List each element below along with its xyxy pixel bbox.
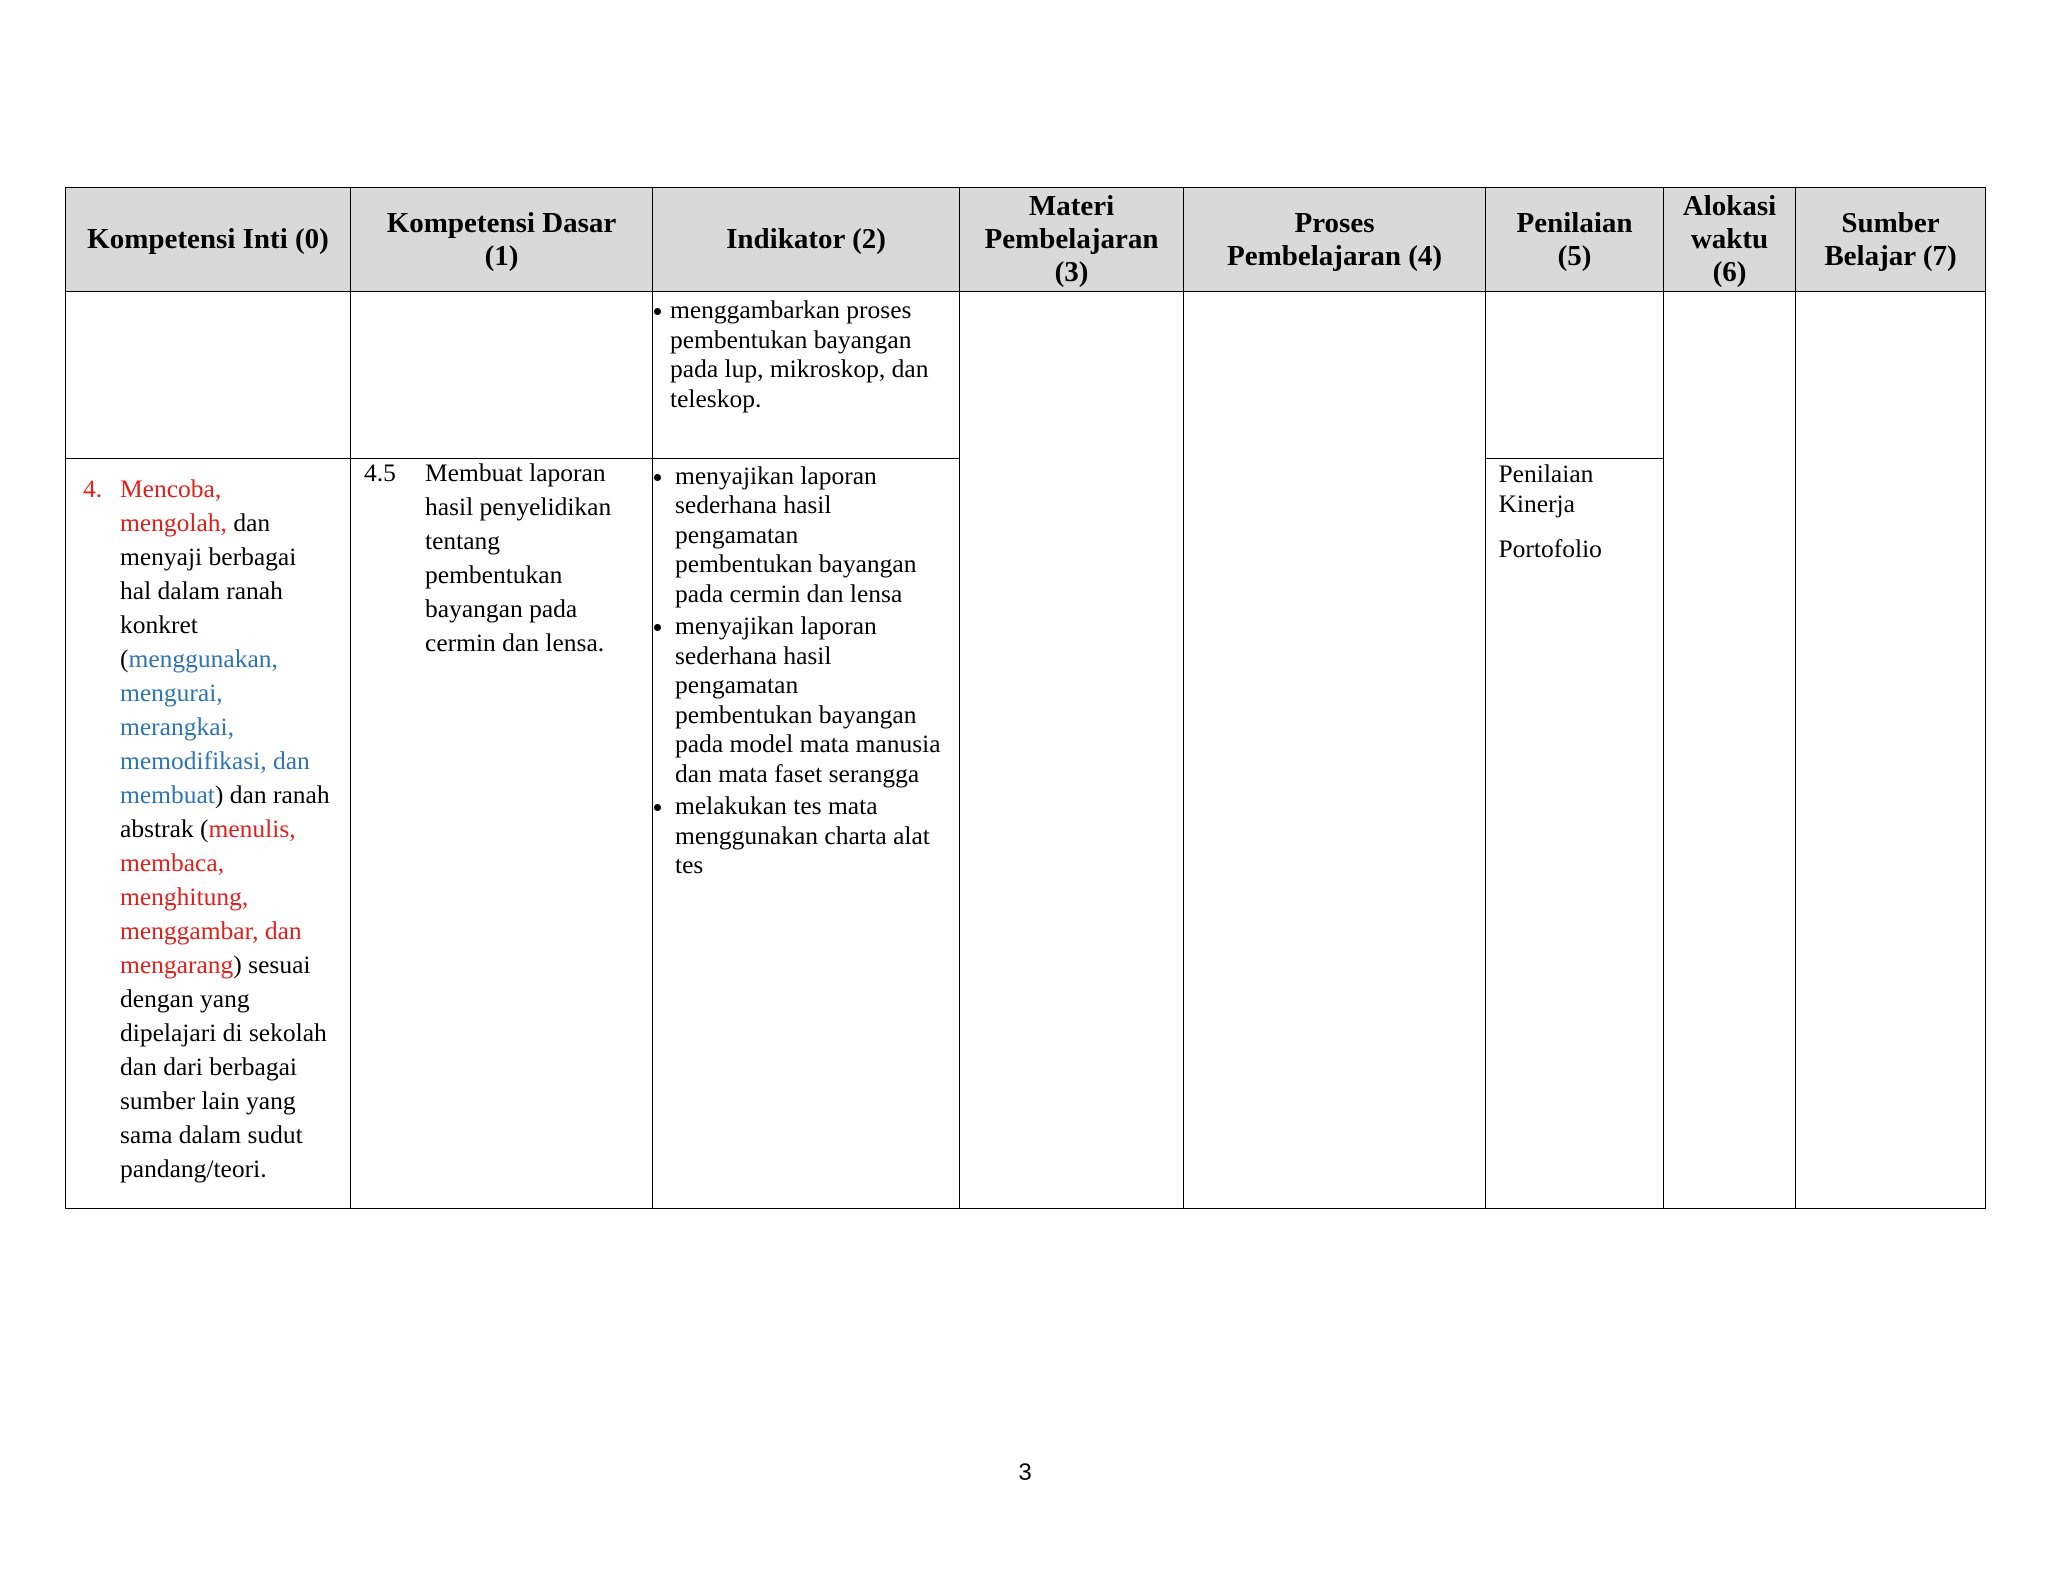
- bullet-line: pengamatan: [675, 519, 799, 549]
- cell-indikator-row2: [653, 459, 960, 1209]
- cell-kompetensi-inti-row1: [66, 292, 351, 459]
- bullet-line: sederhana hasil: [675, 490, 832, 519]
- ki-line: [120, 846, 330, 880]
- kd-line: tentang: [425, 526, 501, 555]
- bullet-line: menggunakan charta alat: [675, 820, 930, 850]
- cell-materi-pembelajaran: [960, 292, 1184, 1209]
- bullet-line: pengamatan: [675, 670, 799, 699]
- cell-indikator-row1: [653, 292, 960, 459]
- kd-line: bayangan pada: [425, 594, 578, 623]
- bullet-icon: [654, 308, 661, 315]
- header-line: Indikator (2): [726, 223, 886, 255]
- bullet-line: teleskop.: [670, 383, 762, 413]
- text-run: (: [120, 644, 129, 673]
- header-label: [1683, 190, 1776, 289]
- header-line: Belajar (7): [1824, 239, 1957, 272]
- bullet-line: pada lup, mikroskop, dan: [670, 354, 929, 383]
- bullet-line: pada cermin dan lensa: [675, 578, 903, 608]
- ki-line: [120, 472, 330, 506]
- text-run: konkret: [120, 610, 198, 639]
- header-label: [387, 207, 617, 273]
- cell-alokasi-waktu: [1664, 292, 1796, 1209]
- kd-line: hasil penyelidikan: [425, 492, 612, 521]
- ki-line: [120, 1016, 330, 1050]
- bullet-line: pada model mata manusia: [675, 729, 941, 758]
- highlight-red: Mencoba,: [120, 474, 222, 503]
- header-line: (6): [1712, 256, 1747, 288]
- highlight-blue: membuat: [120, 780, 215, 809]
- kd-line: pembentukan: [425, 560, 563, 589]
- cell-penilaian-row2: [1486, 459, 1664, 1209]
- header-alokasi-waktu: [1664, 188, 1796, 292]
- highlight-blue: merangkai,: [120, 712, 234, 741]
- ki-line: [120, 744, 330, 778]
- cell-penilaian-row1: [1486, 292, 1664, 459]
- header-label: [1516, 207, 1632, 273]
- header-penilaian: [1486, 188, 1664, 292]
- ki-line: [120, 1050, 330, 1084]
- header-line: Materi: [1028, 190, 1115, 222]
- text-run: pandang/teori.: [120, 1154, 267, 1183]
- kd-line: cermin dan lensa.: [425, 628, 605, 657]
- indikator-bullet-item: [653, 461, 959, 609]
- bullet-line: dan mata faset serangga: [675, 758, 920, 788]
- cell-kompetensi-dasar-row1: [351, 292, 653, 459]
- ki-line: [120, 880, 330, 914]
- header-indikator: [653, 188, 960, 292]
- header-proses-pembelajaran: [1184, 188, 1486, 292]
- text-line: Portofolio: [1498, 533, 1602, 563]
- indikator-bullet-item: [653, 295, 959, 413]
- ki-line: [120, 778, 330, 812]
- bullet-line: menyajikan laporan: [675, 460, 877, 490]
- highlight-red: membaca,: [120, 848, 225, 877]
- bullet-icon: [654, 804, 661, 811]
- bullet-line: menyajikan laporan: [675, 611, 877, 640]
- text-run: sumber lain yang: [120, 1086, 296, 1115]
- indikator-list: [653, 459, 959, 880]
- header-label: [726, 223, 886, 256]
- ki-line: [120, 1152, 330, 1186]
- bullet-text: [675, 461, 916, 609]
- bullet-line: pembentukan bayangan: [675, 699, 917, 729]
- cell-sumber-belajar: [1796, 292, 1986, 1209]
- ki-line: [120, 506, 330, 540]
- bullet-line: tes: [675, 850, 704, 879]
- text-run: ) sesuai: [233, 950, 311, 979]
- header-line: Pembelajaran: [984, 223, 1159, 255]
- header-line: Alokasi: [1682, 190, 1777, 222]
- bullet-line: pembentukan bayangan: [675, 549, 917, 578]
- cell-kompetensi-dasar-row2: [351, 459, 653, 1209]
- bullet-icon: [654, 474, 661, 481]
- header-line: Kompetensi Dasar: [386, 206, 617, 239]
- header-label: [1824, 207, 1956, 273]
- bullet-line: menggambarkan proses: [670, 295, 912, 324]
- indikator-bullet-item: [653, 791, 959, 880]
- bullet-line: sederhana hasil: [675, 640, 832, 670]
- ki-line: [120, 982, 330, 1016]
- text-run: dan: [226, 508, 271, 537]
- page-number: 3: [1018, 1459, 1032, 1486]
- ki-line: [120, 574, 330, 608]
- header-line: (5): [1557, 239, 1592, 272]
- ki-line: [120, 948, 330, 982]
- text-run: dan dari berbagai: [120, 1052, 297, 1081]
- ki-line: [120, 1118, 330, 1152]
- text-run: menyaji berbagai: [120, 542, 297, 571]
- indikator-list: [653, 292, 959, 413]
- text-run: dengan yang: [120, 984, 250, 1013]
- header-line: Pembelajaran (4): [1226, 239, 1443, 272]
- header-line: Sumber: [1841, 206, 1940, 239]
- highlight-blue: menggunakan,: [128, 644, 278, 673]
- cell-kompetensi-inti-row2: [66, 459, 351, 1209]
- header-line: Proses: [1294, 206, 1375, 239]
- highlight-red: menggambar, dan: [120, 916, 302, 945]
- indikator-bullet-item: [653, 611, 959, 788]
- ki-number: 4.: [83, 474, 103, 503]
- cell-proses-pembelajaran: [1184, 292, 1486, 1209]
- header-line: Penilaian: [1516, 206, 1633, 239]
- header-label: [87, 223, 329, 256]
- ki-line: [120, 608, 330, 642]
- bullet-text: [670, 295, 929, 413]
- bullet-line: melakukan tes mata: [675, 791, 878, 820]
- kd-text: [425, 459, 611, 1208]
- ki-line: [120, 676, 330, 710]
- text-run: hal dalam ranah: [120, 576, 283, 605]
- penilaian-list: [1486, 459, 1663, 564]
- highlight-red: menulis,: [208, 814, 296, 843]
- highlight-blue: memodifikasi, dan: [120, 746, 310, 775]
- highlight-red: mengolah,: [120, 508, 227, 537]
- text-run: abstrak (: [120, 814, 209, 843]
- header-label: [985, 190, 1159, 289]
- bullet-text: [675, 611, 941, 788]
- penilaian-item: [1499, 459, 1664, 519]
- bullet-line: pembentukan bayangan: [670, 324, 912, 354]
- header-sumber-belajar: [1796, 188, 1986, 292]
- syllabus-table: [65, 187, 1986, 1209]
- penilaian-item: [1499, 534, 1664, 564]
- text-line: Kinerja: [1498, 489, 1575, 518]
- kd-line: Membuat laporan: [425, 459, 606, 487]
- header-label: [1227, 207, 1442, 273]
- ki-line: [120, 812, 330, 846]
- header-line: waktu: [1690, 223, 1769, 255]
- ki-line: [120, 540, 330, 574]
- bullet-text: [675, 791, 930, 880]
- header-line: (1): [484, 239, 519, 272]
- header-kompetensi-dasar: [351, 188, 653, 292]
- kd-number: 4.5: [364, 459, 396, 487]
- text-run: sama dalam sudut: [120, 1120, 303, 1149]
- text-run: dipelajari di sekolah: [120, 1018, 327, 1047]
- ki-line: [120, 642, 330, 676]
- highlight-red: menghitung,: [120, 882, 249, 911]
- header-materi-pembelajaran: [960, 188, 1184, 292]
- ki-line: [120, 914, 330, 948]
- header-line: Kompetensi Inti (0): [87, 223, 329, 255]
- ki-text: [120, 472, 330, 1208]
- bullet-icon: [654, 624, 661, 631]
- ki-line: [120, 710, 330, 744]
- header-line: (3): [1054, 256, 1089, 288]
- highlight-red: mengarang: [120, 950, 234, 979]
- text-run: ) dan ranah: [214, 780, 330, 809]
- text-line: Penilaian: [1498, 459, 1594, 488]
- header-kompetensi-inti: [66, 188, 351, 292]
- highlight-blue: mengurai,: [120, 678, 223, 707]
- ki-line: [120, 1084, 330, 1118]
